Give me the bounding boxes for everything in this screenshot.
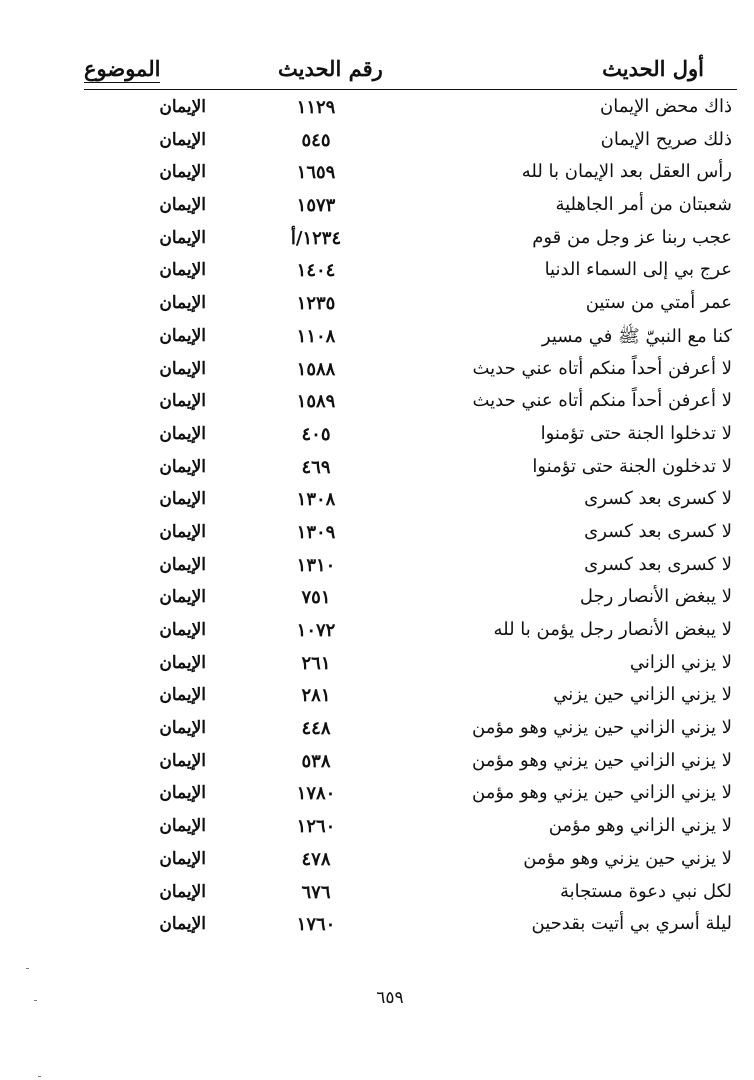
hadith-first-words: لا كسرى بعد كسرى — [584, 520, 732, 542]
hadith-first-words: لا يبغض الأنصار رجل — [579, 586, 732, 608]
hadith-topic: الإيمان — [159, 489, 206, 510]
hadith-first-words: لا يزني الزاني حين يزني — [553, 684, 732, 706]
hadith-number: ١٧٦٠ — [296, 914, 336, 936]
hadith-number: ١٢٣٤/أ — [290, 227, 342, 249]
table-row — [0, 452, 754, 485]
table-row — [0, 92, 754, 125]
hadith-topic: الإيمان — [159, 227, 206, 248]
hadith-topic: الإيمان — [159, 685, 206, 706]
hadith-first-words: لا تدخلوا الجنة حتى تؤمنوا — [540, 422, 732, 444]
table-row — [0, 321, 754, 354]
hadith-number: ١٥٨٨ — [296, 358, 336, 380]
hadith-number: ١٦٥٩ — [296, 162, 336, 184]
table-row — [0, 713, 754, 746]
hadith-first-words: ليلة أسري بي أتيت بقدحين — [531, 913, 732, 935]
hadith-number: ٤٧٨ — [301, 848, 331, 870]
hadith-topic: الإيمان — [159, 881, 206, 902]
table-row — [0, 909, 754, 942]
table-header — [0, 56, 754, 86]
hadith-topic: الإيمان — [159, 783, 206, 804]
hadith-number: ١٢٣٥ — [296, 293, 336, 315]
scan-speck — [38, 1076, 41, 1077]
hadith-first-words: لكل نبي دعوة مستجابة — [559, 880, 732, 902]
page-number: ٦٥٩ — [376, 988, 404, 1008]
hadith-topic: الإيمان — [159, 848, 206, 869]
hadith-topic: الإيمان — [159, 293, 206, 314]
hadith-topic: الإيمان — [159, 129, 206, 150]
hadith-number: ١٥٨٩ — [296, 391, 336, 413]
hadith-topic: الإيمان — [159, 162, 206, 183]
hadith-first-words: عرج بي إلى السماء الدنيا — [544, 259, 732, 281]
hadith-number: ٤٠٥ — [301, 423, 331, 445]
index-table-body — [0, 92, 754, 942]
header-divider — [84, 89, 737, 90]
hadith-topic: الإيمان — [159, 620, 206, 640]
hadith-topic: الإيمان — [159, 587, 206, 608]
hadith-number: ٧٥١ — [301, 587, 331, 609]
table-row — [0, 746, 754, 779]
hadith-number: ١٥٧٣ — [296, 195, 336, 217]
table-row — [0, 190, 754, 223]
hadith-topic: الإيمان — [159, 718, 206, 739]
table-row — [0, 811, 754, 844]
hadith-first-words: ذلك صريح الإيمان — [600, 128, 732, 150]
table-row — [0, 354, 754, 387]
hadith-first-words: لا تدخلون الجنة حتى تؤمنوا — [532, 455, 732, 477]
table-row — [0, 648, 754, 681]
table-row — [0, 778, 754, 811]
table-row — [0, 680, 754, 713]
hadith-first-words: لا يزني الزاني — [629, 651, 732, 673]
hadith-first-words: لا يزني الزاني حين يزني وهو مؤمن — [472, 749, 732, 771]
hadith-first-words: عجب ربنا عز وجل من قوم — [532, 226, 732, 248]
table-row — [0, 255, 754, 288]
table-row — [0, 615, 754, 648]
hadith-number: ٢٨١ — [301, 685, 331, 707]
hadith-topic: الإيمان — [159, 195, 206, 216]
hadith-number: ٢٦١ — [301, 652, 331, 674]
hadith-first-words: لا كسرى بعد كسرى — [584, 488, 732, 510]
table-row — [0, 582, 754, 615]
hadith-topic: الإيمان — [159, 391, 206, 412]
hadith-first-words: شعبتان من أمر الجاهلية — [555, 194, 732, 216]
hadith-number: ١٣١٠ — [296, 554, 336, 576]
hadith-topic: الإيمان — [159, 521, 206, 542]
hadith-number: ١٤٠٤ — [296, 260, 336, 282]
hadith-topic: الإيمان — [159, 358, 206, 379]
hadith-first-words: لا يزني حين يزني وهو مؤمن — [523, 847, 732, 869]
table-row — [0, 517, 754, 550]
hadith-topic: الإيمان — [159, 652, 206, 673]
hadith-number: ١٢٦٠ — [296, 816, 336, 838]
hadith-first-words: لا يزني الزاني حين يزني وهو مؤمن — [472, 782, 732, 804]
scan-speck — [26, 968, 29, 969]
scan-speck — [34, 1000, 37, 1001]
hadith-first-words: لا كسرى بعد كسرى — [584, 553, 732, 575]
hadith-first-words: لا يبغض الأنصار رجل يؤمن با لله — [493, 619, 732, 640]
hadith-topic: الإيمان — [159, 423, 206, 444]
hadith-first-words: كنا مع النبيّ ﷺ في مسير — [541, 325, 732, 347]
hadith-first-words: لا أعرفن أحداً منكم أتاه عني حديث — [472, 390, 732, 412]
hadith-first-words: لا يزني الزاني حين يزني وهو مؤمن — [472, 717, 732, 739]
hadith-topic: الإيمان — [159, 816, 206, 837]
table-row — [0, 125, 754, 158]
hadith-topic: الإيمان — [159, 260, 206, 281]
table-row — [0, 484, 754, 517]
table-row — [0, 844, 754, 877]
hadith-first-words: لا يزني الزاني وهو مؤمن — [548, 815, 732, 837]
hadith-first-words: عمر أمتي من ستين — [585, 292, 732, 314]
hadith-number: ١٧٨٠ — [296, 783, 336, 805]
hadith-number: ٤٦٩ — [301, 456, 331, 478]
hadith-number: ١١٢٩ — [296, 97, 336, 118]
hadith-number: ١٣٠٨ — [296, 489, 336, 511]
hadith-topic: الإيمان — [159, 325, 206, 346]
hadith-topic: الإيمان — [159, 914, 206, 935]
hadith-topic: الإيمان — [159, 750, 206, 771]
hadith-number: ٥٣٨ — [301, 750, 331, 772]
table-row — [0, 288, 754, 321]
hadith-first-words: لا أعرفن أحداً منكم أتاه عني حديث — [472, 357, 732, 379]
header-hadith-number: رقم الحديث — [278, 56, 383, 81]
hadith-number: ٤٤٨ — [301, 718, 331, 740]
table-row — [0, 386, 754, 419]
hadith-topic: الإيمان — [159, 456, 206, 477]
hadith-first-words: رأس العقل بعد الإيمان با لله — [521, 161, 732, 183]
hadith-topic: الإيمان — [159, 97, 206, 117]
table-row — [0, 157, 754, 190]
hadith-number: ١١٠٨ — [296, 325, 336, 347]
hadith-number: ٦٧٦ — [301, 881, 331, 903]
table-row — [0, 419, 754, 452]
table-row — [0, 877, 754, 910]
table-row — [0, 550, 754, 583]
hadith-number: ١٣٠٩ — [296, 521, 336, 543]
hadith-topic: الإيمان — [159, 554, 206, 575]
hadith-first-words: ذاك محض الإيمان — [600, 96, 732, 117]
header-topic: الموضوع — [84, 56, 161, 81]
table-row — [0, 223, 754, 256]
hadith-number: ١٠٧٢ — [296, 620, 336, 641]
hadith-number: ٥٤٥ — [301, 129, 331, 151]
header-first-words: أول الحديث — [602, 56, 704, 81]
